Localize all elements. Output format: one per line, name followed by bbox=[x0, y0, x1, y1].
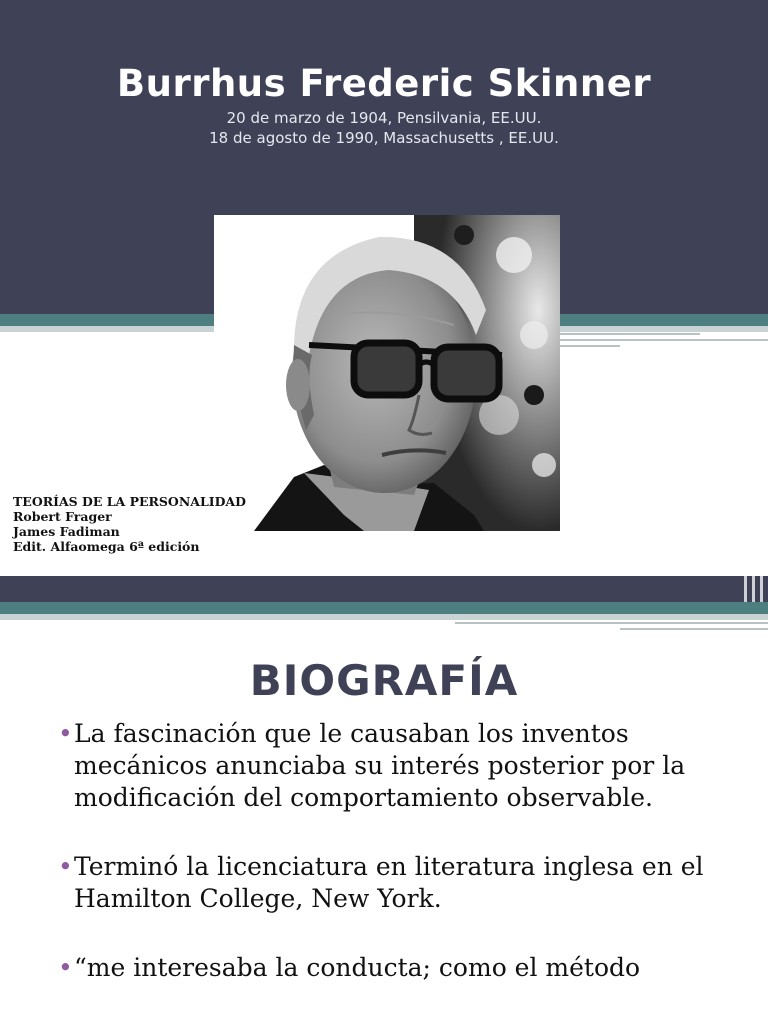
death-date: 18 de agosto de 1990, Massachusetts , EE.UU. bbox=[209, 129, 559, 147]
list-item bbox=[58, 718, 738, 814]
portrait-illustration bbox=[214, 215, 560, 531]
author-2: James Fadiman bbox=[13, 524, 120, 539]
decorative-stripe bbox=[752, 576, 755, 602]
biography-slide bbox=[0, 576, 768, 1024]
decorative-stripe bbox=[560, 339, 768, 341]
slide-title: Burrhus Frederic Skinner bbox=[116, 62, 652, 105]
section-title: BIOGRAFÍA bbox=[249, 656, 519, 705]
header-band bbox=[0, 576, 768, 602]
bullet-text: Terminó la licenciatura en literatura inglesa en el Hamilton College, New York. bbox=[74, 852, 704, 913]
band-shadow bbox=[0, 614, 768, 620]
book-title: TEORÍAS DE LA PERSONALIDAD bbox=[13, 494, 246, 509]
portrait-photo bbox=[214, 215, 560, 531]
author-1: Robert Frager bbox=[13, 509, 112, 524]
bullet-list bbox=[58, 718, 738, 1021]
bullet-icon: • bbox=[58, 852, 73, 881]
decorative-stripe bbox=[455, 622, 768, 624]
bullet-icon: • bbox=[58, 719, 73, 748]
decorative-stripe bbox=[744, 576, 747, 602]
teal-band bbox=[0, 602, 768, 614]
decorative-stripe bbox=[620, 628, 768, 630]
decorative-stripe bbox=[560, 345, 620, 347]
list-item bbox=[58, 952, 738, 984]
decorative-stripe bbox=[760, 576, 763, 602]
decorative-stripe bbox=[560, 333, 700, 335]
bullet-icon: • bbox=[58, 953, 73, 982]
birth-date: 20 de marzo de 1904, Pensilvania, EE.UU. bbox=[226, 109, 542, 127]
bullet-text: La fascinación que le causaban los inventos mecánicos anunciaba su interés posterior por la modificación del comportamiento observable. bbox=[74, 719, 686, 812]
book-edition: Edit. Alfaomega 6ª edición bbox=[13, 539, 200, 554]
book-reference bbox=[13, 494, 246, 554]
bullet-text: “me interesaba la conducta; como el método bbox=[74, 953, 641, 982]
list-item bbox=[58, 851, 738, 915]
